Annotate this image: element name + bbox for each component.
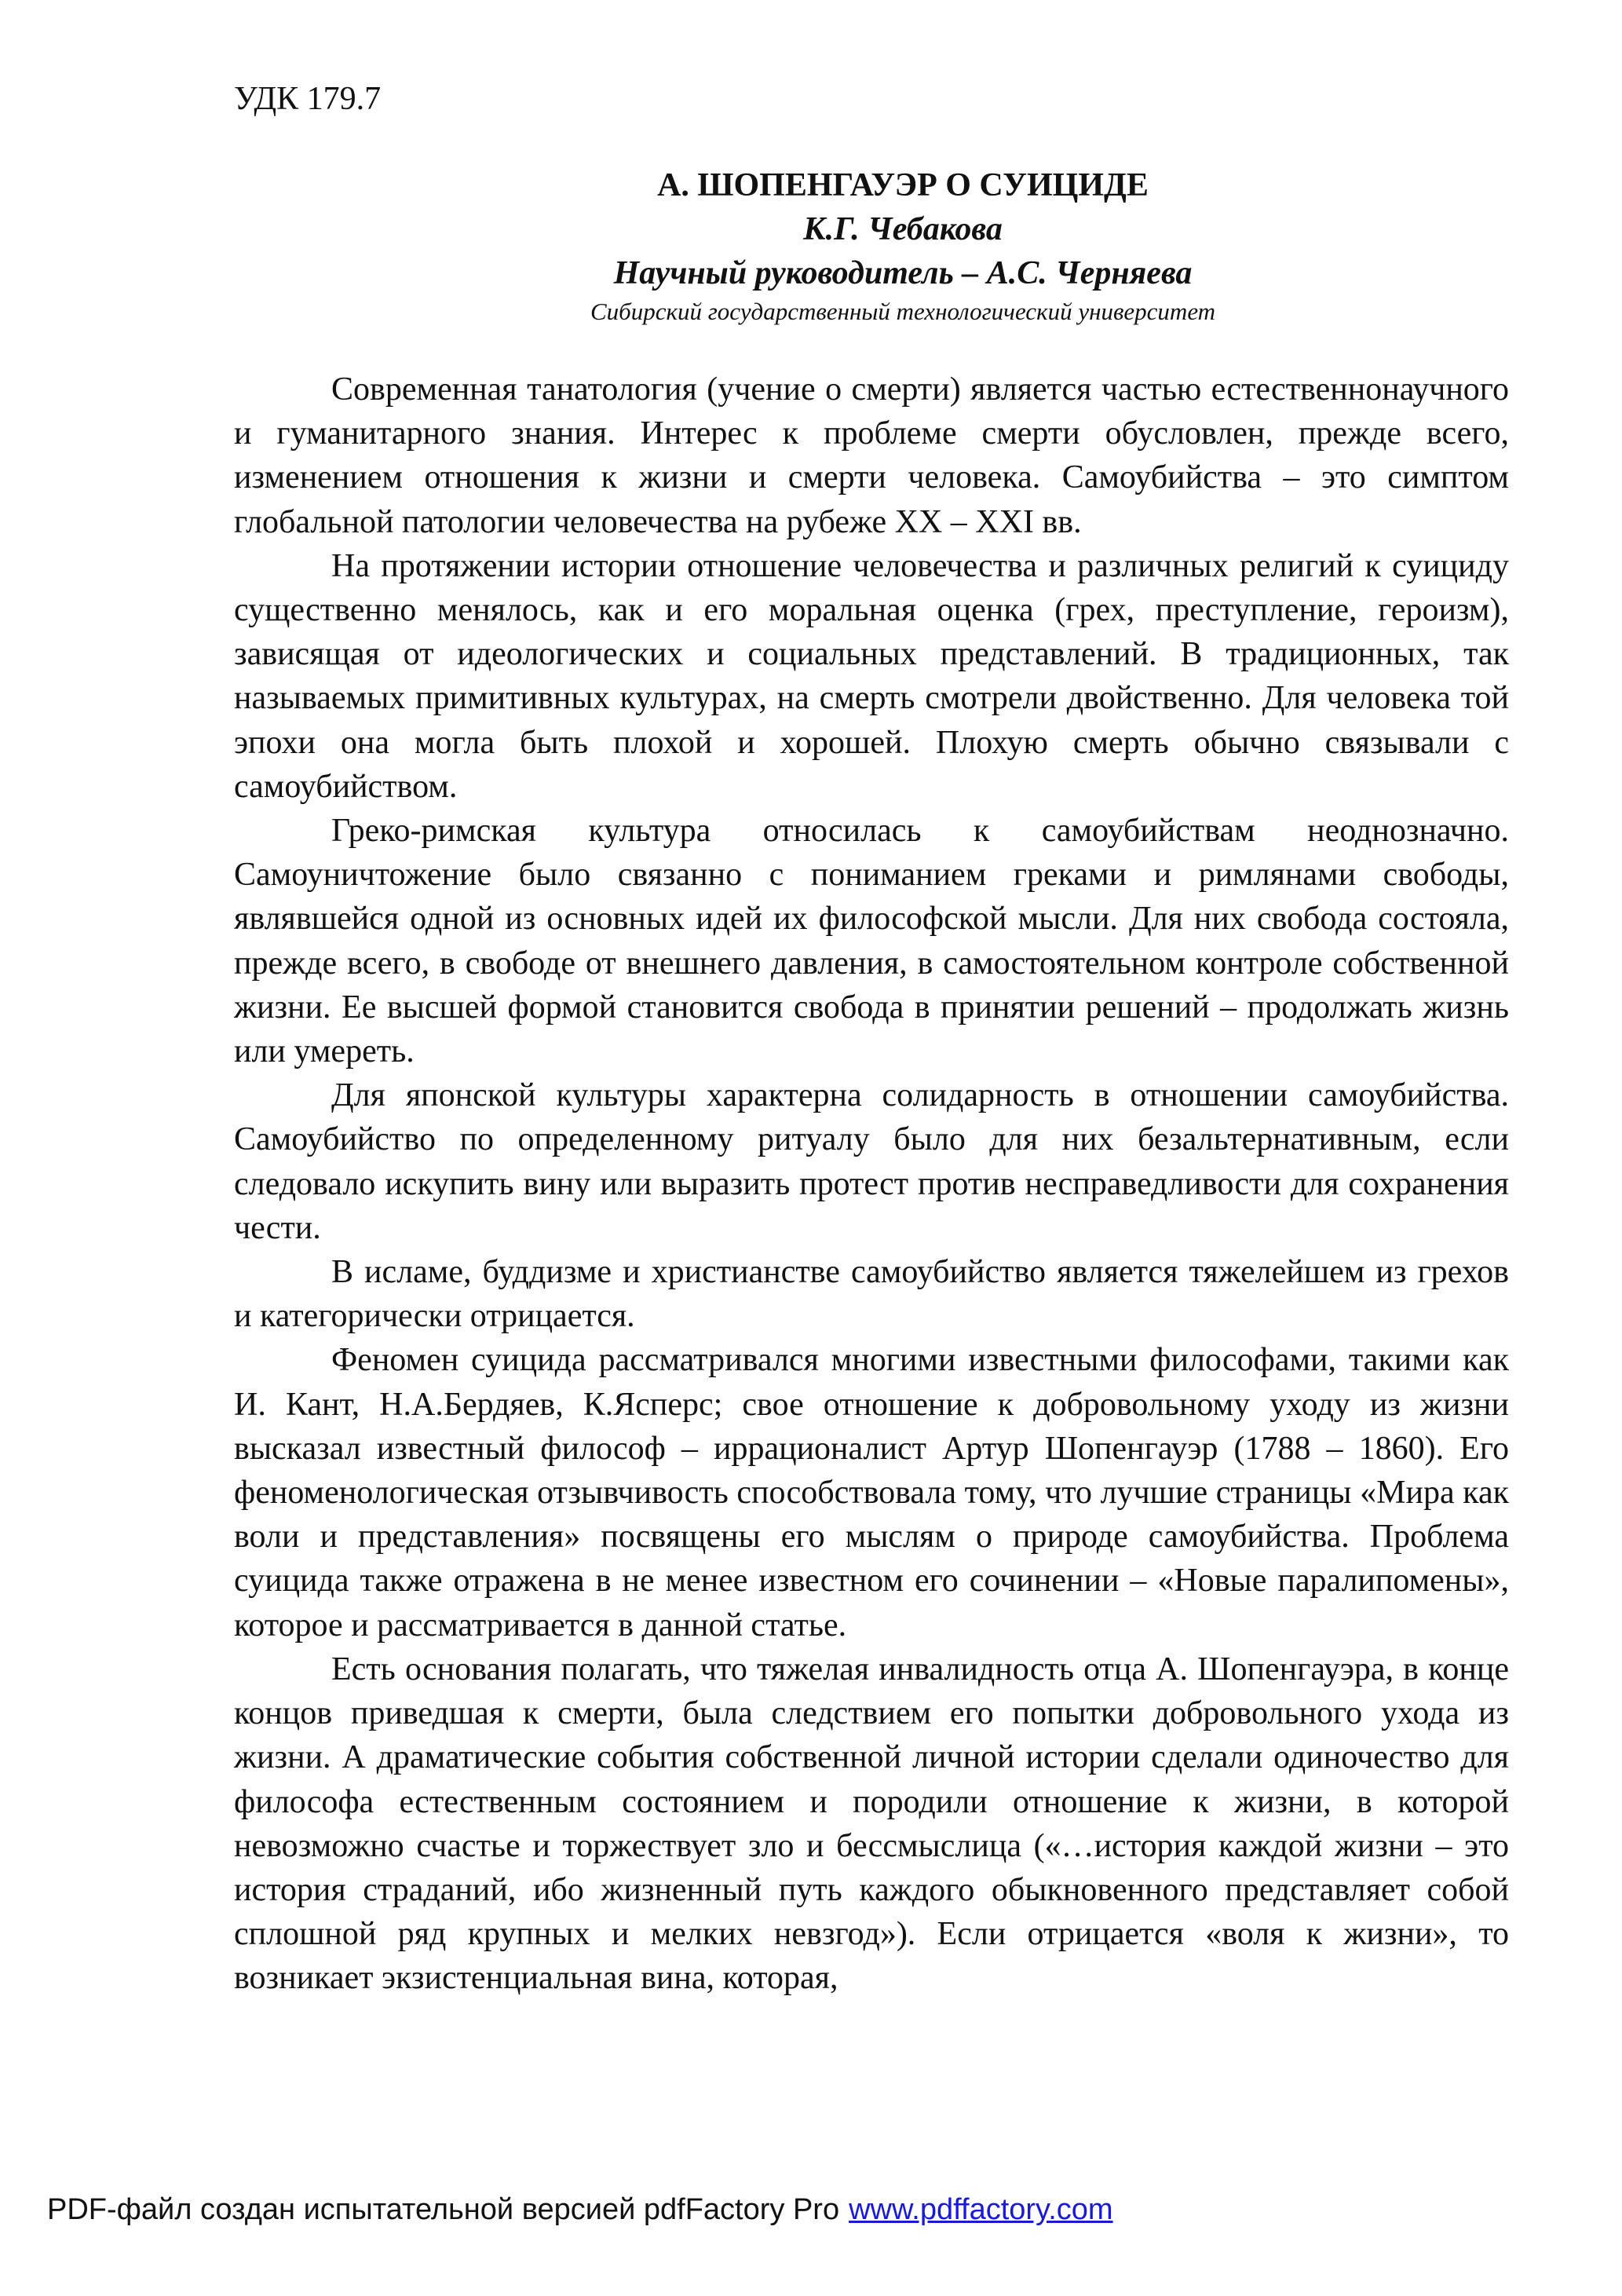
paragraph: Для японской культуры характерна солидарность в отношении самоубийства. Самоубийство по определенному ритуалу было для них безальтернативным, если следовало искупить вину или выразить протест против несправедливости для сохранения чести. (234, 1077, 1509, 1246)
article-header (471, 163, 1335, 328)
paragraph: В исламе, буддизме и христианстве самоубийство является тяжелейшем из грехов и категорически отрицается. (234, 1254, 1509, 1335)
paragraph: Греко-римская культура относилась к самоубийствам неоднозначно. Самоуничтожение было связанно с пониманием греками и римлянами свободы, являвшейся одной из основных идей их философской мысли. Для них свобода состояла, прежде всего, в свободе от внешнего давления, в самостоятельном контроле собственной жизни. Ее высшей формой становится свобода в принятии решений – продолжать жизнь или умереть. (234, 813, 1509, 1070)
pdffactory-link[interactable]: www.pdffactory.com (849, 2193, 1113, 2226)
article-author: К.Г. Чебакова (803, 211, 1003, 247)
paragraph: Феномен суицида рассматривался многими известными философами, такими как И. Кант, Н.А.Бердяев, К.Ясперс; свое отношение к добровольному уходу из жизни высказал известный философ – иррационалист Артур Шопенгауэр (1788 – 1860). Его феноменологическая отзывчивость способствовала тому, что лучшие страницы «Мира как воли и представления» посвящены его мыслям о природе самоубийства. Проблема суицида также отражена в не менее известном его сочинении – «Новые паралипомены», которое и рассматривается в данной статье. (234, 1342, 1509, 1643)
paragraph: На протяжении истории отношение человечества и различных религий к суициду существенно менялось, как и его моральная оценка (грех, преступление, героизм), зависящая от идеологических и социальных представлений. В традиционных, так называемых примитивных культурах, на смерть смотрели двойственно. Для человека той эпохи она могла быть плохой и хорошей. Плохую смерть обычно связывали с самоубийством. (234, 547, 1509, 805)
affiliation: Сибирский государственный технологический университет (590, 298, 1216, 325)
paragraph: Есть основания полагать, что тяжелая инвалидность отца А. Шопенгауэра, в конце концов приведшая к смерти, была следствием его попытки добровольного ухода из жизни. А драматические события собственной личной истории сделали одиночество для философа естественным состоянием и породили отношение к жизни, в которой невозможно счастье и торжествует зло и бессмыслица («…история каждой жизни – это история страданий, ибо жизненный путь каждого обыкновенного представляет собой сплошной ряд крупных и мелких невзгод»). Если отрицается «воля к жизни», то возникает экзистенциальная вина, которая, (234, 1651, 1509, 1997)
paragraph: Современная танатология (учение о смерти) является частью естественнонаучного и гуманитарного знания. Интерес к проблеме смерти обусловлен, прежде всего, изменением отношения к жизни и смерти человека. Самоубийства – это симптом глобальной патологии человечества на рубеже XX – XXI вв. (234, 371, 1509, 540)
article-title: А. ШОПЕНГАУЭР О СУИЦИДЕ (657, 167, 1149, 203)
article-body (234, 367, 1509, 2001)
footer-text: PDF-файл создан испытательной версией pdfFactory Pro (47, 2193, 840, 2226)
pdf-footer (47, 2191, 1113, 2228)
scientific-supervisor: Научный руководитель – А.С. Черняева (613, 255, 1193, 291)
udc-code: УДК 179.7 (234, 81, 382, 117)
